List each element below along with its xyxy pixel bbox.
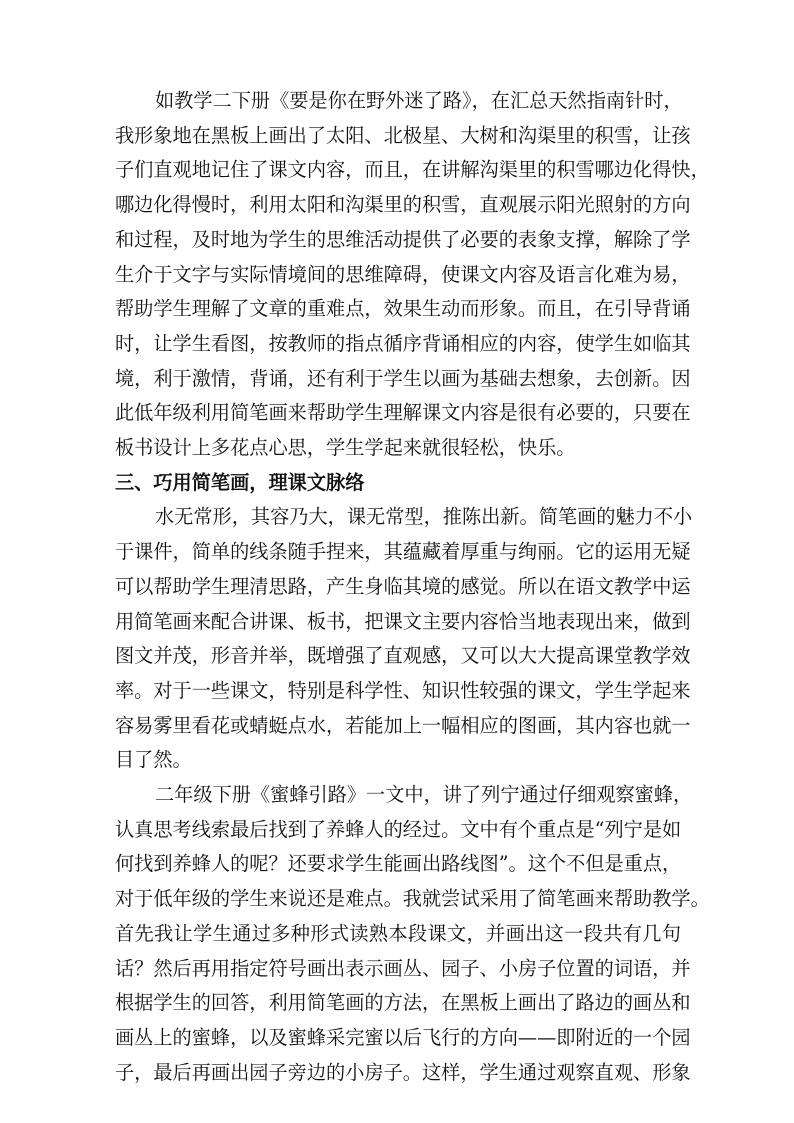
text-line: 二年级下册《蜜蜂引路》一文中，讲了列宁通过仔细观察蜜蜂，	[155, 783, 693, 807]
text-line: 帮助学生理解了文章的重难点，效果生动而形象。而且，在引导背诵	[115, 297, 691, 321]
text-line: 对于低年级的学生来说还是难点。我就尝试采用了简笔画来帮助教学。	[115, 887, 710, 911]
text-line: 率。对于一些课文，特别是科学性、知识性较强的课文，学生学起来	[115, 678, 691, 702]
text-line: 我形象地在黑板上画出了太阳、北极星、大树和沟渠里的积雪，让孩	[115, 123, 691, 147]
text-line: 首先我让学生通过多种形式读熟本段课文，并画出这一段共有几句	[115, 921, 681, 945]
text-line: 画丛上的蜜蜂，以及蜜蜂采完蜜以后飞行的方向——即附近的一个园	[115, 1025, 691, 1049]
text-line: 图文并茂，形音并举，既增强了直观感，又可以大大提高课堂教学效	[115, 644, 691, 668]
text-line: 子们直观地记住了课文内容，而且，在讲解沟渠里的积雪哪边化得快，	[115, 158, 710, 182]
text-line: 和过程，及时地为学生的思维活动提供了必要的表象支撑，解除了学	[115, 227, 691, 251]
text-line: 认真思考线索最后找到了养蜂人的经过。文中有个重点是“列宁是如	[115, 817, 682, 841]
text-line: 板书设计上多花点心思，学生学起来就很轻松，快乐。	[115, 436, 576, 460]
text-line: 水无常形，其容乃大，课无常型，推陈出新。简笔画的魅力不小	[155, 505, 693, 529]
text-line: 何找到养蜂人的呢？还要求学生能画出路线图”。这个不但是重点，	[115, 852, 682, 876]
text-line: 根据学生的回答，利用简笔画的方法，在黑板上画出了路边的画丛和	[115, 991, 691, 1015]
text-line: 目了然。	[115, 748, 192, 772]
text-line: 境，利于激情，背诵，还有利于学生以画为基础去想象，去创新。因	[115, 366, 691, 390]
paragraph-section-intro	[115, 500, 693, 778]
paragraph-example-lesson	[115, 84, 710, 466]
text-line: 可以帮助学生理清思路，产生身临其境的感觉。所以在语文教学中运	[115, 574, 691, 598]
text-line: 用简笔画来配合讲课、板书，把课文主要内容恰当地表现出来，做到	[115, 609, 691, 633]
text-line: 时，让学生看图，按教师的指点循序背诵相应的内容，使学生如临其	[115, 331, 691, 355]
text-line: 生介于文字与实际情境间的思维障碍，使课文内容及语言化难为易，	[115, 262, 691, 286]
text-line: 子，最后再画出园子旁边的小房子。这样，学生通过观察直观、形象	[115, 1060, 691, 1084]
text-line: 哪边化得慢时，利用太阳和沟渠里的积雪，直观展示阳光照射的方向	[115, 193, 691, 217]
text-line: 话？然后再用指定符号画出表示画丛、园子、小房子位置的词语，并	[115, 956, 691, 980]
text-line: 于课件，简单的线条随手捏来，其蕴藏着厚重与绚丽。它的运用无疑	[115, 540, 691, 564]
paragraph-bee-lesson	[115, 778, 710, 1090]
text-line: 如教学二下册《要是你在野外迷了路》，在汇总天然指南针时，	[155, 89, 683, 112]
document-page	[115, 84, 710, 1090]
text-line: 容易雾里看花或蜻蜓点水，若能加上一幅相应的图画，其内容也就一	[115, 713, 691, 737]
text-line: 此低年级利用简笔画来帮助学生理解课文内容是很有必要的，只要在	[115, 401, 691, 425]
section-heading: 三、巧用简笔画，理课文脉络	[115, 470, 365, 494]
